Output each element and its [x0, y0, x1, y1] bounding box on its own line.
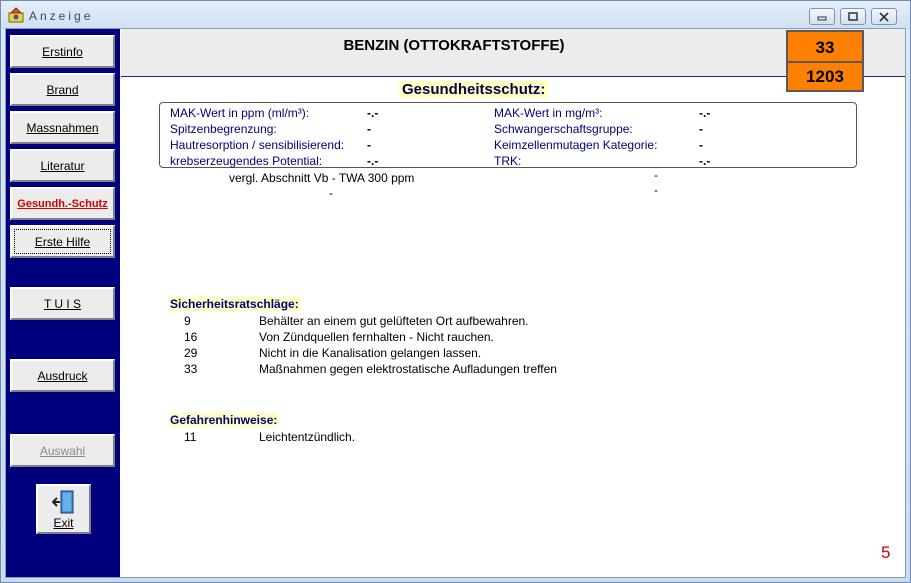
nav-literatur-button[interactable]: Literatur	[10, 149, 115, 182]
mak-mg-label: MAK-Wert in mg/m³:	[494, 106, 603, 120]
hazard-plate-divider	[788, 61, 862, 63]
title-bar[interactable]	[1, 1, 910, 29]
nav-massnahmen-button[interactable]: Massnahmen	[10, 111, 115, 144]
safety-code: 33	[184, 362, 198, 376]
spitzenbegrenzung-label: Spitzenbegrenzung:	[170, 122, 277, 136]
spitzenbegrenzung-value: -	[367, 122, 371, 136]
hautresorption-label: Hautresorption / sensibilisierend:	[170, 138, 345, 152]
maximize-icon	[847, 12, 859, 22]
app-icon	[8, 7, 24, 23]
sidebar	[6, 29, 120, 577]
client-area	[5, 28, 906, 578]
trk-value: -.-	[699, 154, 711, 168]
safety-text: Behälter an einem gut gelüfteten Ort aufbewahren.	[259, 314, 529, 328]
keimzellenmutagen-value: -	[699, 138, 703, 152]
schwangerschaftsgruppe-label: Schwangerschaftsgruppe:	[494, 122, 633, 136]
mak-mg-value: -.-	[699, 106, 711, 120]
safety-advice-title: Sicherheitsratschläge:	[170, 297, 299, 311]
minimize-icon	[816, 12, 828, 22]
exit-door-icon	[52, 489, 76, 515]
krebserzeugend-value: -.-	[367, 154, 379, 168]
note-line-1: vergl. Abschnitt Vb - TWA 300 ppm	[229, 171, 415, 185]
mak-values-box	[159, 102, 857, 168]
safety-text: Von Zündquellen fernhalten - Nicht rauchen.	[259, 330, 494, 344]
maximize-button[interactable]	[840, 8, 866, 25]
exit-label: Exit	[53, 516, 74, 530]
safety-code: 29	[184, 346, 198, 360]
nav-erste-hilfe-button[interactable]: Erste Hilfe	[10, 225, 115, 258]
close-button[interactable]	[871, 8, 897, 25]
keimzellenmutagen-label: Keimzellenmutagen Kategorie:	[494, 138, 658, 152]
hazard-plate	[786, 30, 864, 92]
close-icon	[878, 12, 890, 22]
section-title: Gesundheitsschutz:	[399, 81, 548, 98]
mak-ppm-value: -.-	[367, 106, 379, 120]
note-line-2: -	[329, 186, 333, 200]
minimize-button[interactable]	[809, 8, 835, 25]
note-right-1: -	[654, 168, 658, 182]
page-number: 5	[881, 543, 891, 562]
window-title: Anzeige	[29, 9, 94, 23]
note-right-2: -	[654, 183, 658, 197]
trk-label: TRK:	[494, 154, 522, 168]
nav-erstinfo-button[interactable]: Erstinfo	[10, 35, 115, 68]
safety-code: 9	[184, 314, 191, 328]
hautresorption-value: -	[367, 138, 371, 152]
nav-auswahl-button[interactable]: Auswahl	[10, 434, 115, 467]
un-number: 1203	[806, 67, 844, 86]
hazard-number: 33	[815, 38, 835, 57]
hazard-text: Leichtentzündlich.	[259, 430, 356, 444]
hazard-statements-title: Gefahrenhinweise:	[170, 413, 278, 427]
nav-tuis-button[interactable]: T U I S	[10, 287, 115, 320]
hazard-code: 11	[184, 430, 197, 444]
schwangerschaftsgruppe-value: -	[699, 122, 703, 136]
exit-button[interactable]	[36, 484, 91, 534]
safety-text: Nicht in die Kanalisation gelangen lassen.	[259, 346, 482, 360]
krebserzeugend-label: krebserzeugendes Potential:	[170, 154, 323, 168]
nav-ausdruck-button[interactable]: Ausdruck	[10, 359, 115, 392]
nav-brand-button[interactable]: Brand	[10, 73, 115, 106]
substance-title: BENZIN (OTTOKRAFTSTOFFE)	[343, 37, 565, 54]
safety-code: 16	[184, 330, 198, 344]
nav-gesundheitsschutz-button[interactable]: Gesundh.-Schutz	[10, 187, 115, 220]
mak-ppm-label: MAK-Wert in ppm (ml/m³):	[170, 106, 310, 120]
safety-text: Maßnahmen gegen elektrostatische Aufladungen treffen	[259, 362, 557, 376]
